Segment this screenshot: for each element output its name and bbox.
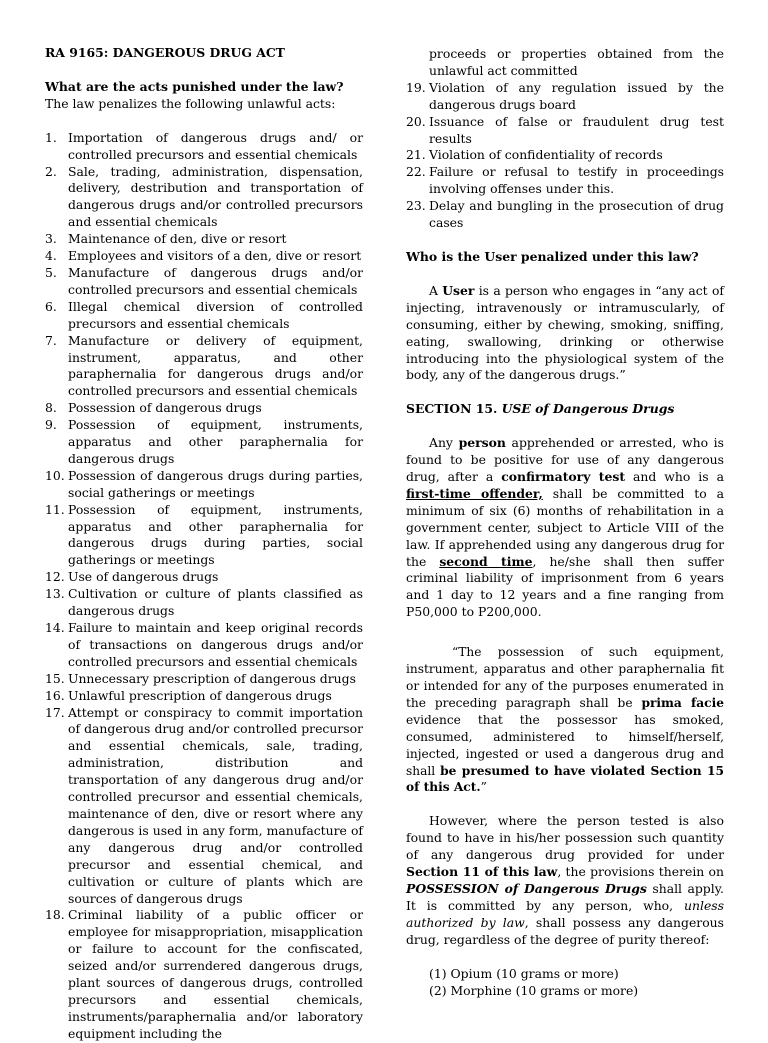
acts-question-heading: What are the acts punished under the law?: [45, 78, 344, 94]
list-item: [45, 502, 363, 570]
list-item: [45, 586, 363, 620]
item-number: 19.: [406, 79, 426, 95]
list-item: [45, 400, 363, 417]
list-item: [45, 569, 363, 586]
item-number: 4.: [45, 248, 57, 264]
item-text: Violation of confidentiality of records: [429, 147, 663, 163]
item-text: Criminal liability of a public officer or employee for misappropriation, misapplication or failure to account for the confiscated, seized and/or surrendered dangerous drugs, plant sources of dangerous drugs, controlled precursors and essential chemicals, instruments/paraphernalia and/or laboratory equipment including the: [68, 907, 363, 1041]
list-item: [45, 130, 363, 164]
item-number: 9.: [45, 417, 57, 433]
item-text: Possession of equipment, instruments, apparatus and other paraphernalia for dangerous drugs during parties, social gatherings or meetings: [68, 501, 363, 568]
item-number: 5.: [45, 264, 57, 280]
item-number: 13.: [45, 586, 65, 602]
item-text: Manufacture of dangerous drugs and/or controlled precursors and essential chemicals: [68, 264, 363, 297]
item-number: 3.: [45, 231, 57, 247]
para2-text: , shall possess any dangerous drug, regardless of the degree of purity thereof:: [406, 914, 725, 947]
acts-intro: The law penalizes the following unlawful acts:: [45, 95, 336, 111]
item-text: Unlawful prescription of dangerous drugs: [68, 687, 332, 703]
person-term: person: [458, 435, 506, 451]
section-15-label: SECTION 15.: [406, 401, 498, 417]
unlawful-acts-list: [45, 130, 363, 1043]
para1-text: apprehended or arrested, who is found to be positive for use of any dangerous drug, after a: [406, 435, 724, 485]
item-text: Sale, trading, administration, dispensation, delivery, destribution and transportation of dangerous drugs and/or controlled precursors and essential chemicals: [68, 163, 363, 230]
list-item: [45, 231, 363, 248]
item-text: Possession of dangerous drugs: [68, 400, 262, 416]
quantity-morphine: (2) Morphine (10 grams or more): [429, 982, 639, 998]
list-item: [45, 705, 363, 908]
unlawful-acts-list-continued: [406, 80, 724, 232]
list-item: [45, 265, 363, 299]
item-number: 18.: [45, 907, 65, 923]
section-15-title: USE of Dangerous Drugs: [501, 401, 675, 417]
list-item: [45, 299, 363, 333]
item-number: 1.: [45, 129, 57, 145]
list-item: [406, 164, 724, 198]
first-time-offender-term: first-time offender,: [406, 485, 543, 501]
item-text: Failure or refusal to testify in proceedings involving offenses under this.: [429, 164, 724, 197]
item-text: Possession of equipment, instruments, apparatus and other paraphernalia for dangerous drugs: [68, 417, 363, 466]
list-item: [406, 198, 724, 232]
item-text: Failure to maintain and keep original records of transactions on dangerous drugs and/or controlled precursors and essential chemicals: [68, 620, 363, 669]
user-question-heading: Who is the User penalized under this law?: [406, 248, 699, 264]
quote-text: evidence that the possessor has smoked, consumed, administered to himself/herself, injected, ingested or used a dangerous drug and shall: [406, 712, 724, 778]
confirmatory-test-term: confirmatory test: [501, 469, 626, 485]
item-text: Issuance of false or fraudulent drug test results: [429, 113, 724, 146]
item-number: 21.: [406, 147, 426, 163]
section-11-term: Section 11 of this law: [406, 864, 558, 880]
list-item: [45, 468, 363, 502]
item-text: Possession of dangerous drugs during parties, social gatherings or meetings: [68, 467, 363, 500]
para1-text: , he/she shall then suffer criminal liability of imprisonment from 6 years and 1 day to 12 years and a fine ranging from P50,000 to P200,000.: [406, 553, 724, 620]
unless-authorized-term: unless authorized by law: [406, 897, 724, 930]
item-number: 8.: [45, 400, 57, 416]
user-term: User: [442, 282, 475, 298]
presumed-violation-term: be presumed to have violated Section 15 of this Act.: [406, 763, 724, 795]
item-number: 16.: [45, 687, 65, 703]
item-number: 7.: [45, 332, 57, 348]
item-number: 10.: [45, 467, 65, 483]
list-item: [406, 80, 724, 114]
item-number: 22.: [406, 164, 426, 180]
list-item: [45, 688, 363, 705]
item-number: 15.: [45, 670, 65, 686]
possession-term: POSSESSION of Dangerous Drugs: [406, 880, 647, 896]
user-def-a: A: [429, 282, 443, 298]
item-text: Use of dangerous drugs: [68, 569, 219, 585]
second-time-term: second time: [439, 553, 533, 569]
possession-paragraph: [406, 813, 724, 948]
item-number: 17.: [45, 704, 65, 720]
item-number: 14.: [45, 620, 65, 635]
section-15-heading: [406, 401, 724, 418]
para1-text: and who is a: [625, 469, 724, 485]
list-item: [45, 417, 363, 468]
item-number: 23.: [406, 198, 426, 214]
item-text: Importation of dangerous drugs and/ or controlled precursors and essential chemicals: [68, 129, 363, 162]
item-text: Delay and bungling in the prosecution of drug cases: [429, 198, 724, 231]
document-title: RA 9165: DANGEROUS DRUG ACT: [45, 45, 285, 60]
para2-text: shall apply. It is committed by any person, who,: [406, 880, 724, 913]
list-item: [45, 620, 363, 671]
quantity-opium: (1) Opium (10 grams or more): [429, 965, 619, 981]
user-def-rest: is a person who engages in “any act of injecting, intravenously or intramuscularly, of consuming, either by chewing, smoking, sniffing, eating, swallowing, drinking or otherwise introducing into the physiological system of the body, any of the dangerous drugs.”: [406, 282, 724, 383]
item-number: 20.: [406, 113, 426, 129]
item-text: Employees and visitors of a den, dive or resort: [68, 248, 362, 264]
item-text: Illegal chemical diversion of controlled precursors and essential chemicals: [68, 298, 363, 331]
item-number: 6.: [45, 298, 57, 314]
quote-text: “The possession of such equipment, instrument, apparatus and other paraphernalia fit or intended for any of the purposes enumerated in the preceding paragraph shall be: [406, 645, 724, 710]
item-text: Cultivation or culture of plants classified as dangerous drugs: [68, 586, 363, 619]
para1-text: shall be committed to a minimum of six (6) months of rehabilitation in a government center, subject to Article VIII of the law. If apprehended using any dangerous drug for the: [406, 485, 724, 569]
item-text: Violation of any regulation issued by the dangerous drugs board: [429, 79, 724, 112]
list-item: [45, 671, 363, 688]
section-15-paragraph: [406, 435, 724, 621]
para2-text: , the provisions therein on: [557, 864, 724, 880]
item-text: Attempt or conspiracy to commit importation of dangerous drug and/or controlled precursor and essential chemicals, sale, trading, administration, distribution and transportation of any dangerous drug and/or controlled precursor and essential chemicals, maintenance of den, dive or resort where any dangerous is used in any form, manufacture of any dangerous drug and/or controlled precursor and essential chemical, and cultivation or culture of plants which are sources of dangerous drugs: [68, 704, 363, 906]
list-item: [406, 114, 724, 148]
item-text: Maintenance of den, dive or resort: [68, 231, 287, 247]
para1-text: Any: [429, 435, 459, 451]
quote-text: ”: [480, 780, 487, 795]
item-number: 2.: [45, 163, 57, 179]
list-item: [45, 907, 363, 1042]
item-text: Unnecessary prescription of dangerous drugs: [68, 670, 356, 686]
list-item: [45, 164, 363, 232]
left-column: [45, 45, 363, 1043]
list-item: [406, 147, 724, 164]
item-number: 11.: [45, 501, 65, 517]
item-18-continuation: proceeds or properties obtained from the unlawful act committed: [429, 46, 724, 78]
right-column: [406, 46, 724, 999]
item-number: 12.: [45, 569, 65, 585]
item-text: Manufacture or delivery of equipment, instrument, apparatus, and other paraphernalia for dangerous drugs and/or controlled precursors and essential chemicals: [68, 332, 363, 399]
list-item: [45, 333, 363, 401]
para2-text: However, where the person tested is also found to have in his/her possession such quantity of any dangerous drug provided for under: [406, 813, 724, 863]
list-item: [45, 248, 363, 265]
prima-facie-term: prima facie: [641, 695, 724, 710]
user-definition: [406, 283, 724, 384]
possession-quote: [406, 644, 724, 796]
